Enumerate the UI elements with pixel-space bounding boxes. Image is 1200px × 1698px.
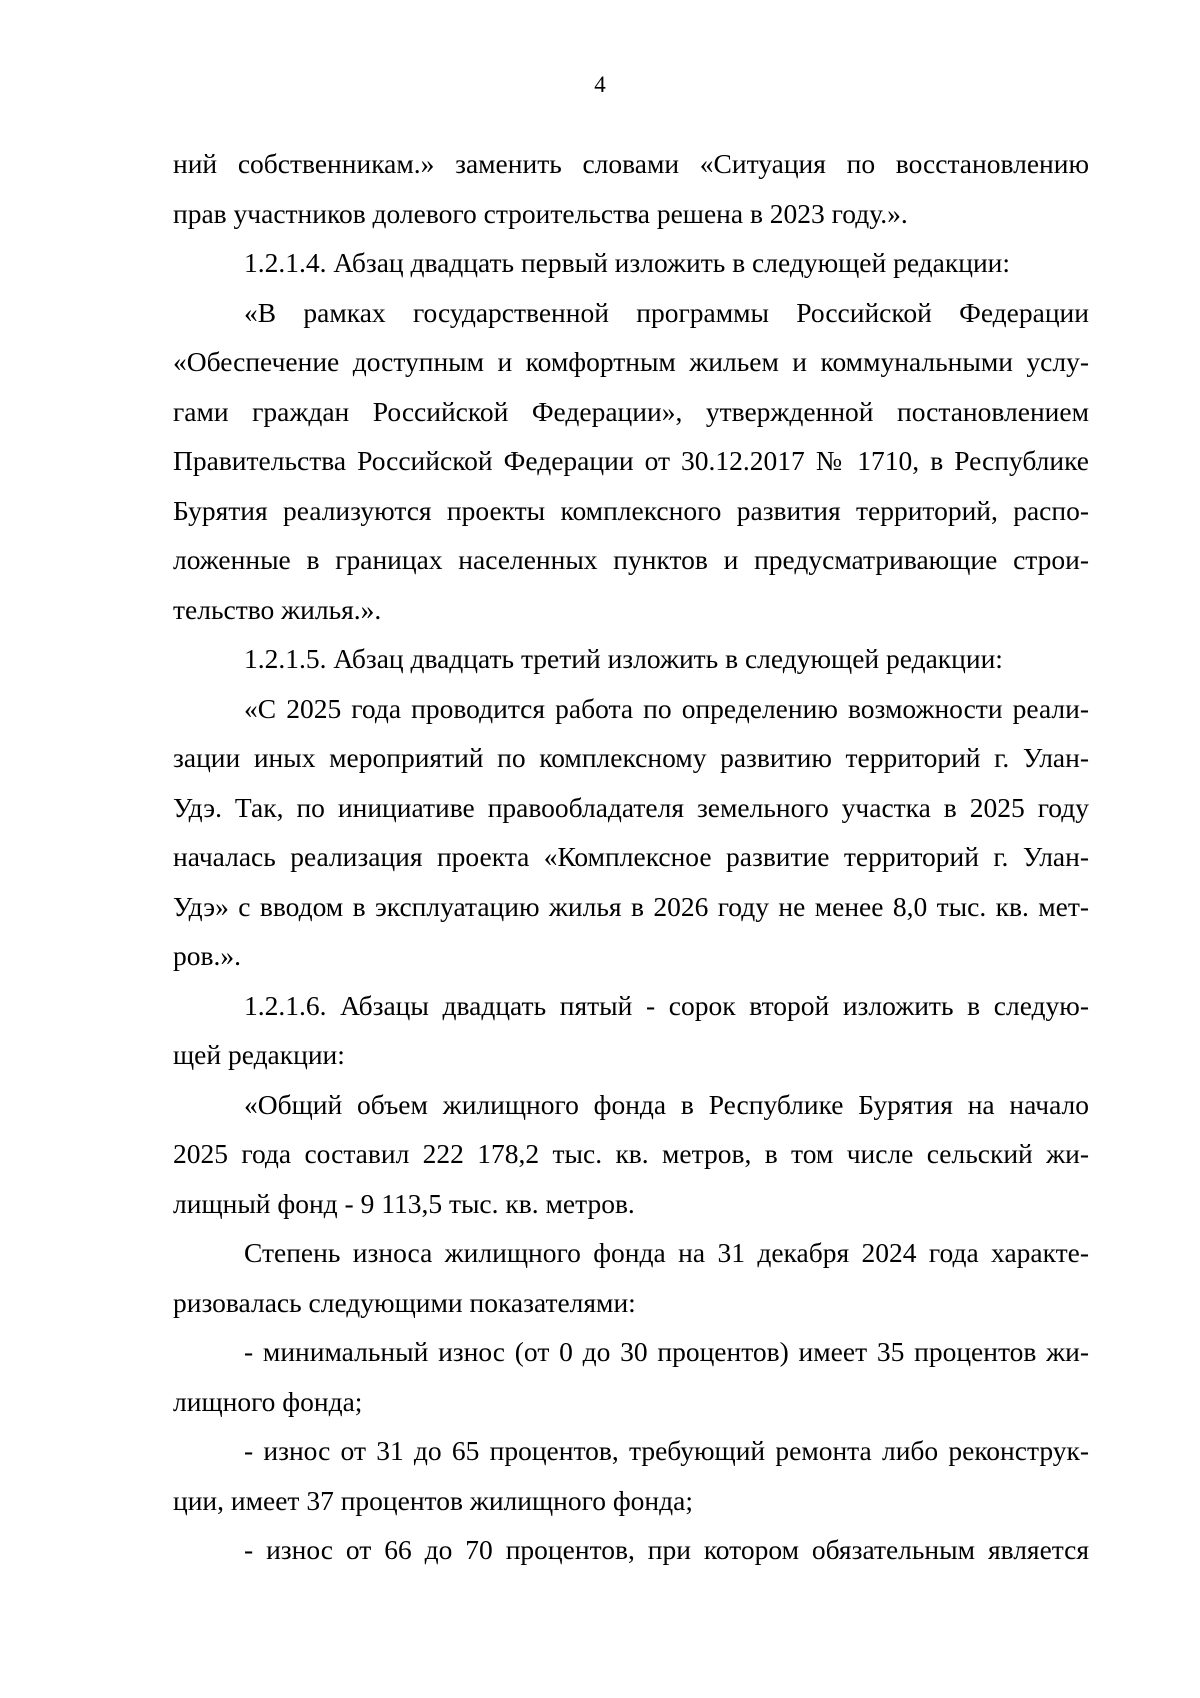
paragraph-4-line-1: 1.2.1.5. Абзац двадцать третий изложить в следующей редакции:: [244, 643, 1003, 674]
paragraph-3-line-2: «Обеспечение доступным и комфортным жильем и коммунальными услу-: [173, 346, 1089, 377]
paragraph-7-line-3: лищный фонд - 9 113,5 тыс. кв. метров.: [173, 1187, 635, 1219]
paragraph-1-line-2: прав участников долевого строительства решена в 2023 году.».: [173, 197, 908, 229]
paragraph-6-line-2: щей редакции:: [173, 1039, 345, 1070]
paragraph-11-line-1: - износ от 66 до 70 процентов, при котором обязательным является: [244, 1534, 1089, 1565]
paragraph-6-line-1: 1.2.1.6. Абзацы двадцать пятый - сорок второй изложить в следую-: [244, 989, 1089, 1021]
paragraph-10-line-1: - износ от 31 до 65 процентов, требующий ремонта либо реконструк-: [244, 1435, 1089, 1466]
paragraph-8-line-2: ризовалась следующими показателями:: [173, 1286, 636, 1318]
paragraph-5-line-6: ров.».: [173, 940, 241, 971]
paragraph-5-line-1: «С 2025 года проводится работа по определению возможности реали-: [244, 692, 1089, 724]
paragraph-9-line-2: лищного фонда;: [173, 1385, 363, 1417]
paragraph-5-line-3: Удэ. Так, по инициативе правообладателя земельного участка в 2025 году: [173, 791, 1089, 823]
paragraph-5-line-2: зации иных мероприятий по комплексному развитию территорий г. Улан-: [173, 742, 1089, 773]
paragraph-1-line-1: ний собственникам.» заменить словами «Ситуация по восстановлению: [173, 148, 1089, 179]
paragraph-5-line-4: началась реализация проекта «Комплексное развитие территорий г. Улан-: [173, 841, 1089, 872]
paragraph-5-line-5: Удэ» с вводом в эксплуатацию жилья в 2026 году не менее 8,0 тыс. кв. мет-: [173, 890, 1089, 922]
paragraph-2-line-1: 1.2.1.4. Абзац двадцать первый изложить в следующей редакции:: [244, 247, 1011, 278]
paragraph-8-line-1: Степень износа жилищного фонда на 31 декабря 2024 года характе-: [244, 1237, 1089, 1268]
paragraph-3-line-5: Бурятия реализуются проекты комплексного развития территорий, распо-: [173, 494, 1089, 526]
page-number: 4: [594, 72, 606, 97]
paragraph-10-line-2: ции, имеет 37 процентов жилищного фонда;: [173, 1484, 693, 1516]
paragraph-3-line-1: «В рамках государственной программы Российской Федерации: [244, 296, 1089, 328]
paragraph-3-line-6: ложенные в границах населенных пунктов и предусматривающие строи-: [173, 544, 1089, 575]
paragraph-7-line-2: 2025 года составил 222 178,2 тыс. кв. метров, в том числе сельский жи-: [173, 1138, 1089, 1169]
document-body: [173, 139, 1089, 1575]
paragraph-9-line-1: - минимальный износ (от 0 до 30 процентов) имеет 35 процентов жи-: [244, 1336, 1089, 1367]
paragraph-7-line-1: «Общий объем жилищного фонда в Республике Бурятия на начало: [244, 1088, 1089, 1120]
paragraph-3-line-3: гами граждан Российской Федерации», утвержденной постановлением: [173, 395, 1089, 427]
paragraph-3-line-4: Правительства Российской Федерации от 30.12.2017 № 1710, в Республике: [173, 445, 1089, 476]
paragraph-3-line-7: тельство жилья.».: [173, 593, 382, 625]
